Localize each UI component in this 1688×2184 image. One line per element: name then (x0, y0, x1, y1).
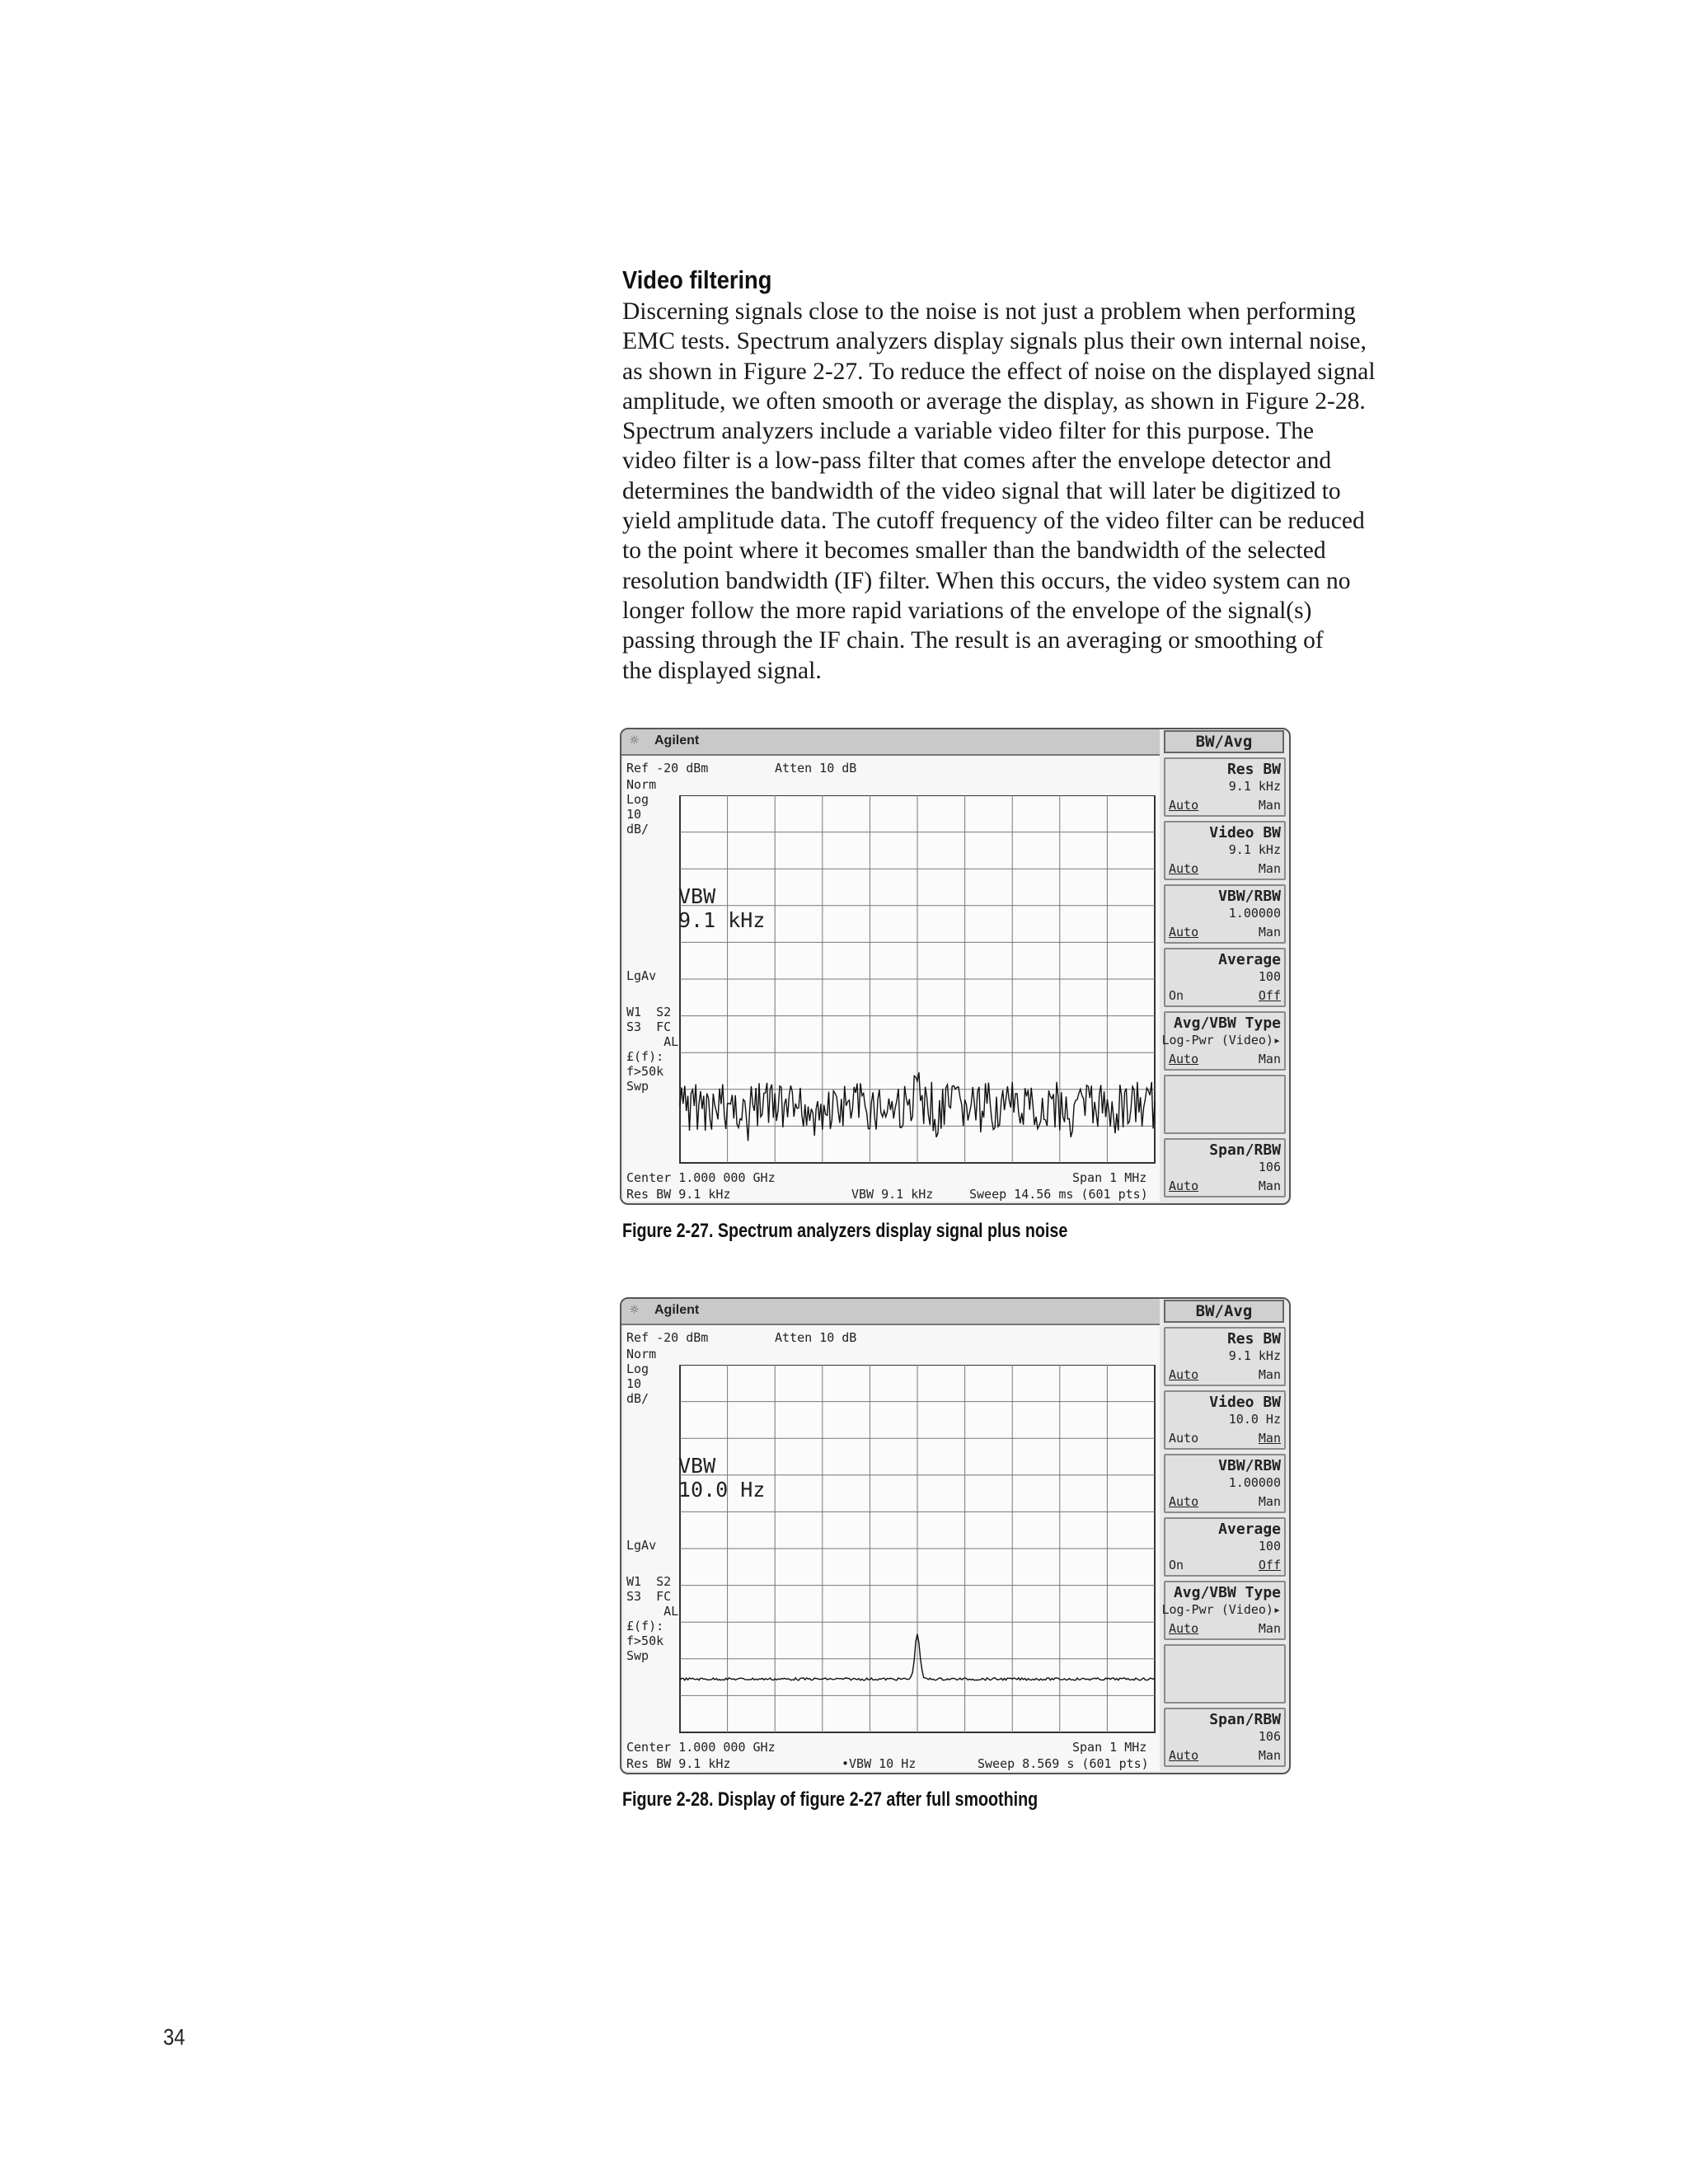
softkey-span-rbw[interactable] (1164, 1708, 1286, 1767)
vbw-footer: VBW 9.1 kHz (851, 1187, 934, 1202)
body-line: to the point where it becomes smaller than the bandwidth of the selected (622, 537, 1326, 565)
ref-level: Ref -20 dBm (626, 1330, 709, 1345)
display-area (623, 1325, 1160, 1771)
softkey-auto: Auto (1169, 1052, 1199, 1066)
atten-label: Atten 10 dB (775, 1330, 857, 1345)
softkey-auto: Auto (1169, 1748, 1199, 1763)
softkey-man: Man (1258, 1052, 1281, 1066)
center-freq: Center 1.000 000 GHz (626, 1740, 776, 1755)
softkey-man: Man (1258, 861, 1281, 876)
title-bar (621, 1299, 1160, 1325)
body-line: Discerning signals close to the noise is not just a problem when performing (622, 298, 1356, 325)
softkey-value: 9.1 kHz (1228, 779, 1281, 794)
span-label: Span 1 MHz (1072, 1170, 1147, 1185)
page-number: 34 (163, 2024, 185, 2050)
softkey-title: Res BW (1226, 1330, 1281, 1347)
softkey-title: VBW/RBW (1218, 1457, 1281, 1474)
ref-level: Ref -20 dBm (626, 761, 709, 776)
body-line: amplitude, we often smooth or average the display, as shown in Figure 2-28. (622, 387, 1366, 415)
brand-label: Agilent (654, 1303, 700, 1317)
softkey-auto: Auto (1169, 1494, 1199, 1509)
softkey-panel (1162, 1325, 1287, 1771)
softkey-title: Average (1218, 1521, 1281, 1538)
sweep-label: Sweep 14.56 ms (601 pts) (969, 1187, 1148, 1202)
trace-annotation: W1 S2 S3 FC AL £(f): f>50k Swp (626, 1574, 679, 1663)
res-bw-footer: Res BW 9.1 kHz (626, 1187, 731, 1202)
body-line: longer follow the more rapid variations of the envelope of the signal(s) (622, 597, 1312, 624)
atten-label: Atten 10 dB (775, 761, 857, 776)
softkey-man: Man (1258, 1367, 1281, 1382)
body-paragraph (622, 297, 1488, 686)
softkey-value: 1.00000 (1228, 906, 1281, 921)
body-line: resolution bandwidth (IF) filter. When this occurs, the video system can no (622, 567, 1351, 594)
figure-caption: Figure 2-28. Display of figure 2-27 after full smoothing (622, 1788, 1039, 1811)
lgav-label: LgAv (626, 968, 657, 983)
softkey-man: Man (1258, 1494, 1281, 1509)
center-freq: Center 1.000 000 GHz (626, 1170, 776, 1185)
softkey-res-bw[interactable] (1164, 1327, 1286, 1386)
softkey-title: Res BW (1226, 761, 1281, 778)
softkey-video-bw[interactable] (1164, 1390, 1286, 1450)
softkey-title: Video BW (1209, 1394, 1281, 1411)
sun-icon: ☼ (630, 1301, 639, 1319)
softkey-title: Video BW (1209, 824, 1281, 841)
menu-title: BW/Avg (1164, 730, 1284, 753)
softkey-span-rbw[interactable] (1164, 1138, 1286, 1197)
menu-title: BW/Avg (1164, 1300, 1284, 1323)
vbw-label: VBW (678, 1454, 716, 1478)
body-line: EMC tests. Spectrum analyzers display signals plus their own internal noise, (622, 328, 1367, 355)
figure-caption: Figure 2-27. Spectrum analyzers display signal plus noise (622, 1220, 1068, 1242)
softkey-avg-vbw-type[interactable] (1161, 1581, 1286, 1640)
softkey-value: 9.1 kHz (1228, 1348, 1281, 1363)
softkey-man: Man (1258, 798, 1281, 813)
body-line: the displayed signal. (622, 657, 822, 684)
softkey-auto: Auto (1169, 798, 1199, 813)
softkey-value: 100 (1258, 1539, 1281, 1554)
softkey-video-bw[interactable] (1164, 821, 1286, 880)
softkey-vbw-rbw[interactable] (1164, 1454, 1286, 1513)
softkey-value: 10.0 Hz (1228, 1412, 1281, 1427)
softkey-title: Span/RBW (1209, 1141, 1281, 1159)
softkey-auto: Auto (1169, 861, 1199, 876)
trace-annotation: W1 S2 S3 FC AL £(f): f>50k Swp (626, 1005, 679, 1094)
softkey-average[interactable] (1164, 1517, 1286, 1577)
body-line: passing through the IF chain. The result is an averaging or smoothing of (622, 627, 1324, 654)
softkey-auto: Auto (1169, 1367, 1199, 1382)
softkey-man: Man (1258, 925, 1281, 940)
section-heading: Video filtering (622, 265, 772, 294)
sun-icon: ☼ (630, 732, 639, 749)
softkey-off: Off (1258, 988, 1281, 1003)
trace-grid (678, 1365, 1156, 1736)
title-bar (621, 729, 1160, 756)
brand-label: Agilent (654, 733, 700, 748)
span-label: Span 1 MHz (1072, 1740, 1147, 1755)
res-bw-footer: Res BW 9.1 kHz (626, 1756, 731, 1771)
softkey-auto: Auto (1169, 925, 1199, 940)
softkey-value: 1.00000 (1228, 1475, 1281, 1490)
softkey-auto: Auto (1169, 1621, 1199, 1636)
vbw-label: VBW (678, 884, 716, 908)
softkey-panel (1162, 756, 1287, 1202)
softkey-value: Log-Pwr (Video)▸ (1161, 1033, 1281, 1047)
scale-annotation: Norm Log 10 dB/ (626, 777, 657, 837)
scale-annotation: Norm Log 10 dB/ (626, 1347, 657, 1406)
softkey-title: Average (1218, 951, 1281, 968)
body-line: yield amplitude data. The cutoff frequency of the video filter can be reduced (622, 508, 1365, 535)
softkey-title: Avg/VBW Type (1173, 1015, 1281, 1032)
softkey-title: Avg/VBW Type (1173, 1584, 1281, 1601)
softkey-average[interactable] (1164, 948, 1286, 1007)
softkey-title: VBW/RBW (1218, 888, 1281, 905)
trace-grid (678, 795, 1156, 1166)
softkey-blank[interactable] (1164, 1644, 1286, 1704)
softkey-man: Man (1258, 1431, 1281, 1446)
softkey-vbw-rbw[interactable] (1164, 884, 1286, 944)
analyzer-screen-fig-2-27 (620, 728, 1291, 1205)
softkey-man: Man (1258, 1179, 1281, 1193)
vbw-value: 10.0 Hz (678, 1478, 766, 1502)
softkey-title: Span/RBW (1209, 1711, 1281, 1728)
vbw-value: 9.1 kHz (678, 908, 766, 932)
softkey-auto: Auto (1169, 1431, 1199, 1446)
body-line: as shown in Figure 2-27. To reduce the effect of noise on the displayed signal (622, 358, 1376, 385)
display-area (623, 756, 1160, 1202)
analyzer-screen-fig-2-28 (620, 1297, 1291, 1774)
softkey-on: On (1169, 988, 1184, 1003)
body-line: determines the bandwidth of the video signal that will later be digitized to (622, 477, 1341, 504)
sweep-label: Sweep 8.569 s (601 pts) (978, 1756, 1149, 1771)
lgav-label: LgAv (626, 1538, 657, 1553)
softkey-off: Off (1258, 1558, 1281, 1572)
softkey-value: 106 (1258, 1160, 1281, 1174)
body-line: Spectrum analyzers include a variable video filter for this purpose. The (622, 418, 1315, 445)
softkey-on: On (1169, 1558, 1184, 1572)
softkey-res-bw[interactable] (1164, 757, 1286, 817)
softkey-man: Man (1258, 1748, 1281, 1763)
softkey-value: 9.1 kHz (1228, 842, 1281, 857)
softkey-value: 100 (1258, 969, 1281, 984)
softkey-auto: Auto (1169, 1179, 1199, 1193)
body-line: video filter is a low-pass filter that comes after the envelope detector and (622, 448, 1332, 475)
softkey-value: Log-Pwr (Video)▸ (1161, 1602, 1281, 1617)
vbw-footer: •VBW 10 Hz (842, 1756, 917, 1771)
softkey-value: 106 (1258, 1729, 1281, 1744)
softkey-blank[interactable] (1164, 1075, 1286, 1134)
softkey-avg-vbw-type[interactable] (1161, 1011, 1286, 1071)
softkey-man: Man (1258, 1621, 1281, 1636)
